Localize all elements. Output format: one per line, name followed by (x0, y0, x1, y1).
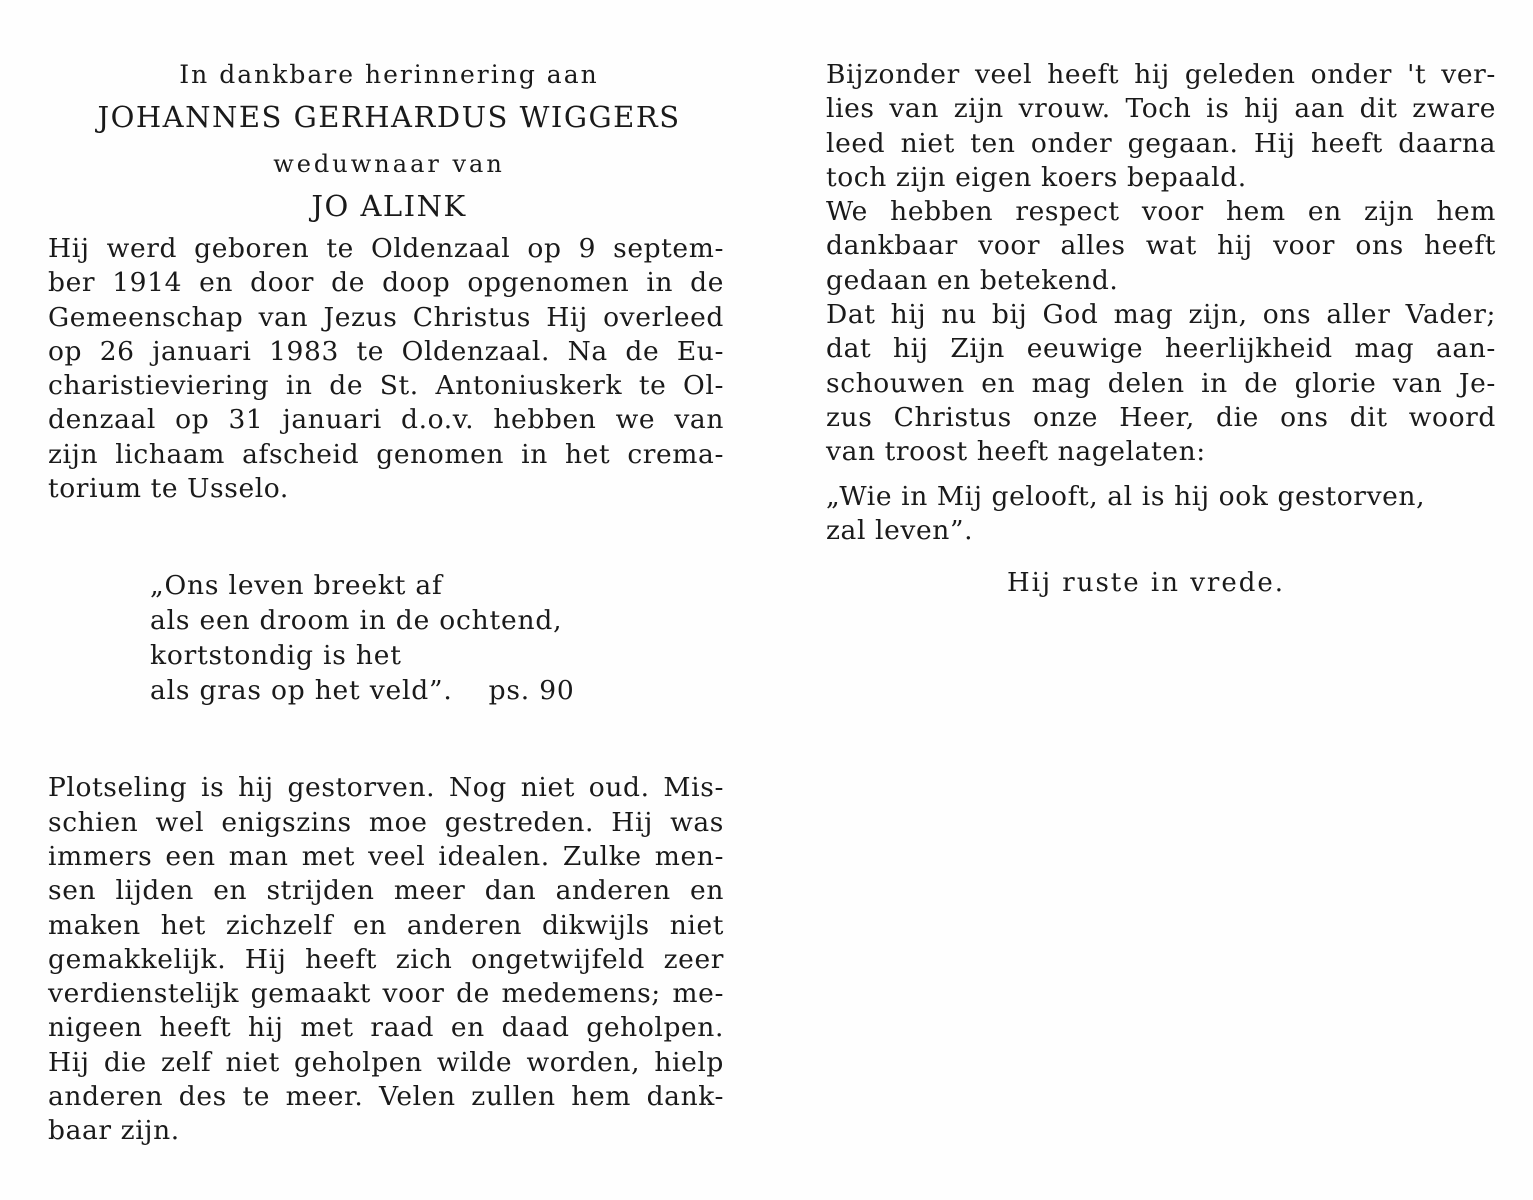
reflection-paragraph (48, 771, 724, 1148)
text-line: dankbaar voor alles wat hij voor ons heeft (826, 230, 1496, 262)
text-line: Plotseling is hij gestorven. Nog niet oud. Mis- (48, 772, 724, 804)
relation-label: weduwnaar van (273, 150, 505, 178)
spouse-name: JO ALINK (311, 189, 467, 223)
header-intro: In dankbare herinnering aan (179, 60, 599, 89)
text-line: „Wie in Mij gelooft, al is hij ook gestorven, (826, 480, 1426, 512)
text-line: denzaal op 31 januari d.o.v. hebben we van (48, 404, 724, 436)
text-line: Hij werd geboren te Oldenzaal op 9 septem- (48, 233, 724, 264)
text-line: toch zijn eigen koers bepaald. (826, 161, 1247, 193)
psalm-quote (150, 568, 724, 708)
text-line: schouwen en mag delen in de glorie van Je- (826, 367, 1496, 399)
poem-line: kortstondig is het (150, 640, 402, 672)
right-column (826, 58, 1496, 598)
text-line: leed niet ten onder gegaan. Hij heeft daarna (826, 127, 1496, 159)
text-line: baar zijn. (48, 1115, 180, 1147)
text-line: gemakkelijk. Hij heeft zich ongetwijfeld zeer (48, 943, 724, 975)
text-line: nigeen heeft hij met raad en daad geholpen. (48, 1012, 724, 1044)
gratitude-paragraph (826, 195, 1496, 298)
text-line: sen lijden en strijden meer dan anderen en (48, 875, 724, 907)
text-line: torium te Usselo. (48, 473, 289, 505)
text-line: anderen des te meer. Velen zullen hem dank- (48, 1081, 724, 1113)
text-line: lies van zijn vrouw. Toch is hij aan dit zware (826, 93, 1496, 125)
poem-line (150, 673, 724, 708)
psalm-reference: ps. 90 (488, 675, 575, 707)
text-line: verdienstelijk gemaakt voor de medemens; me- (48, 978, 724, 1010)
text-line: Hij die zelf niet geholpen wilde worden, hielp (48, 1046, 724, 1078)
text-line: immers een man met veel idealen. Zulke men- (48, 840, 724, 872)
scripture-quote (826, 480, 1496, 549)
text-line: Bijzonder veel heeft hij geleden onder 't ver- (826, 59, 1496, 90)
text-line: dat hij Zijn eeuwige heerlijkheid mag aan- (826, 333, 1496, 365)
poem-line: als een droom in de ochtend, (150, 605, 563, 637)
text-line: ber 1914 en door de doop opgenomen in de (48, 267, 724, 299)
left-column (48, 58, 724, 1149)
text-line: charistieviering in de St. Antoniuskerk te Ol- (48, 370, 724, 402)
text-line: We hebben respect voor hem en zijn hem (826, 196, 1496, 228)
biography-paragraph (48, 232, 724, 506)
loss-paragraph (826, 58, 1496, 195)
closing-blessing: Hij ruste in vrede. (1006, 568, 1286, 599)
poem-line: „Ons leven breekt af (150, 570, 443, 602)
text-line: op 26 januari 1983 te Oldenzaal. Na de Eu- (48, 335, 724, 367)
text-line: Gemeenschap van Jezus Christus Hij overleed (48, 301, 724, 333)
text-line: maken het zichzelf en anderen dikwijls niet (48, 909, 724, 941)
text-line: zal leven”. (826, 514, 974, 546)
text-line: Dat hij nu bij God mag zijn, ons aller Vader; (826, 299, 1496, 331)
text-line: zijn lichaam afscheid genomen in het crema- (48, 438, 724, 470)
deceased-name: JOHANNES GERHARDUS WIGGERS (97, 100, 681, 134)
text-line: zus Christus onze Heer, die ons dit woord (826, 401, 1496, 433)
prayer-paragraph (826, 298, 1496, 469)
text-line: van troost heeft nagelaten: (826, 436, 1206, 468)
poem-last-line: als gras op het veld”. (150, 675, 453, 707)
text-line: schien wel enigszins moe gestreden. Hij was (48, 806, 724, 838)
text-line: gedaan en betekend. (826, 264, 1119, 296)
